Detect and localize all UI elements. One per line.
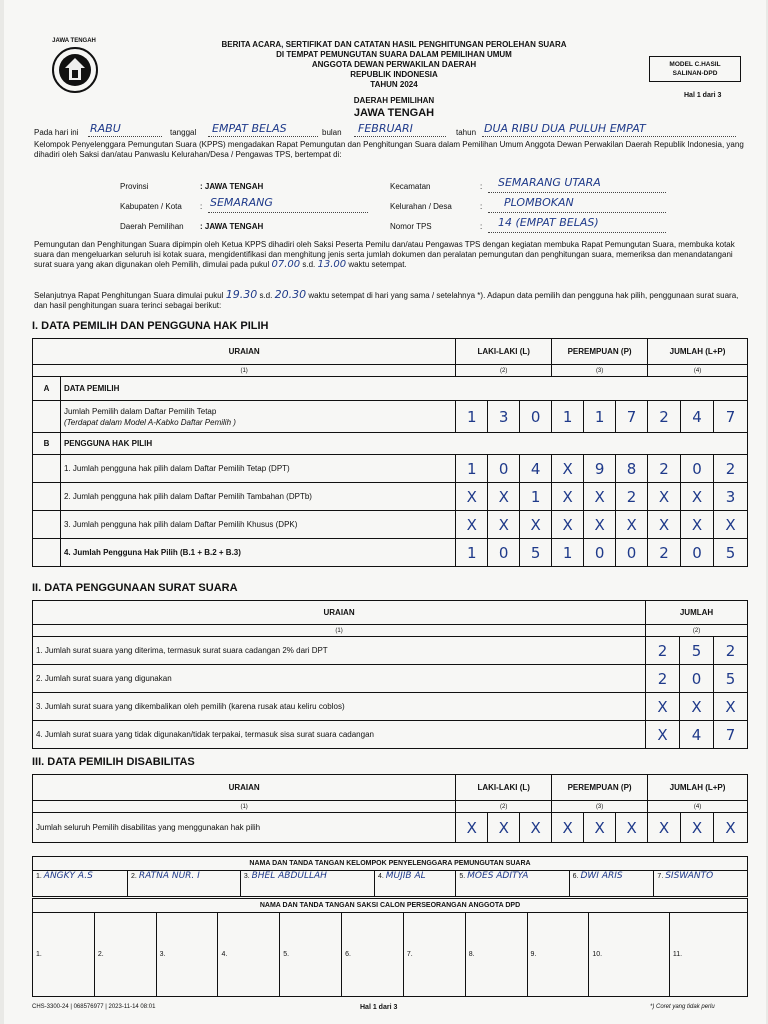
digit-cell[interactable]: 0	[488, 455, 520, 483]
field-kelurahan[interactable]: PLOMBOKAN	[504, 196, 574, 209]
digit-cell[interactable]: 1	[456, 401, 488, 433]
kpps-title: NAMA DAN TANDA TANGAN KELOMPOK PENYELENGGARA PEMUNGUTAN SUARA	[33, 857, 748, 871]
col-jumlah: JUMLAH (L+P)	[648, 339, 748, 365]
digit-cell[interactable]: 3	[713, 483, 747, 511]
daerah-pemilihan-title: DAERAH PEMILIHAN	[353, 96, 435, 105]
digit-cell[interactable]: X	[713, 511, 747, 539]
model-box	[649, 56, 741, 82]
saksi-signature[interactable]: 8.	[465, 913, 527, 997]
subsection-a-title: DATA PEMILIH	[60, 377, 747, 401]
field-count-end[interactable]: 20.30	[274, 288, 307, 301]
table-row: 2. Jumlah pengguna hak pilih dalam Daftar Pemilih Tambahan (DPTb) X X 1 X X 2 X X 3	[33, 483, 748, 511]
col-uraian: URAIAN	[33, 339, 456, 365]
digit-cell[interactable]: 0	[680, 665, 714, 693]
col-uraian: URAIAN	[33, 775, 456, 801]
digit-cell[interactable]: 4	[681, 401, 714, 433]
saksi-signature[interactable]: 3.	[156, 913, 218, 997]
field-hari[interactable]: RABU	[90, 122, 121, 135]
digit-cell[interactable]: X	[552, 483, 584, 511]
table-row: 3. Jumlah pengguna hak pilih dalam Daftar Pemilih Khusus (DPK) X X X X X X X X X	[33, 511, 748, 539]
header-line: TAHUN 2024	[370, 80, 418, 89]
digit-cell[interactable]: X	[680, 693, 714, 721]
col-uraian: URAIAN	[33, 601, 646, 625]
value-daerah: : JAWA TENGAH	[200, 222, 264, 231]
footer-page: Hal 1 dari 3	[360, 1004, 398, 1011]
section2-title: II. DATA PENGGUNAAN SURAT SUARA	[32, 582, 238, 594]
page-number-top: Hal 1 dari 3	[684, 92, 722, 99]
digit-cell[interactable]: 7	[713, 401, 747, 433]
digit-cell[interactable]: 1	[456, 539, 488, 567]
digit-cell[interactable]: 2	[646, 637, 680, 665]
col-laki: LAKI-LAKI (L)	[456, 339, 552, 365]
digit-cell[interactable]: 2	[648, 455, 681, 483]
section2-table: URAIAN JUMLAH (1) (2) 1. Jumlah surat suara yang diterima, termasuk surat suara cadangan 2% dari DPT 2 5 2 2. Jumlah surat suara yang digunakan 2 0 5 3. Jumlah surat suara yang dikembalikan oleh pemilih (karena rusak atau keliru coblos) X X X 4. Jumlah surat suara yang tidak digunakan/tidak terpakai, termasuk sisa surat suara cadangan X 4 7	[32, 600, 748, 749]
digit-cell[interactable]: X	[584, 813, 616, 843]
digit-cell[interactable]: 2	[648, 401, 681, 433]
digit-cell[interactable]: 0	[488, 539, 520, 567]
digit-cell[interactable]: 1	[584, 401, 616, 433]
digit-cell[interactable]: X	[681, 483, 714, 511]
digit-cell[interactable]: X	[456, 483, 488, 511]
digit-cell[interactable]: X	[646, 693, 680, 721]
daerah-pemilihan-value: JAWA TENGAH	[353, 107, 435, 119]
saksi-signature[interactable]: 6.	[342, 913, 404, 997]
digit-cell[interactable]: X	[488, 511, 520, 539]
digit-cell[interactable]: 2	[713, 455, 747, 483]
digit-cell[interactable]: X	[714, 693, 748, 721]
label-provinsi: Provinsi	[120, 182, 149, 191]
table-row: Jumlah seluruh Pemilih disabilitas yang menggunakan hak pilih X X X X X X X X X	[33, 813, 748, 843]
digit-cell[interactable]: 2	[714, 637, 748, 665]
digit-cell[interactable]: 0	[520, 401, 552, 433]
digit-cell[interactable]: 5	[714, 665, 748, 693]
digit-cell[interactable]: X	[681, 813, 714, 843]
digit-cell[interactable]: X	[616, 511, 648, 539]
digit-cell[interactable]: X	[584, 511, 616, 539]
logo-caption: JAWA TENGAH	[52, 38, 96, 44]
table-row: 3. Jumlah surat suara yang dikembalikan oleh pemilih (karena rusak atau keliru coblos) X X X	[33, 693, 748, 721]
digit-cell[interactable]: X	[552, 455, 584, 483]
table-row: 4. Jumlah Pengguna Hak Pilih (B.1 + B.2 + B.3) 1 0 5 1 0 0 2 0 5	[33, 539, 748, 567]
digit-cell[interactable]: X	[520, 813, 552, 843]
kpps-signature[interactable]: 6. DWI ARIS	[569, 871, 654, 897]
digit-cell[interactable]: X	[616, 813, 648, 843]
header-line: ANGGOTA DEWAN PERWAKILAN DAERAH	[311, 60, 477, 69]
digit-cell[interactable]: X	[648, 483, 681, 511]
field-kabupaten[interactable]: SEMARANG	[210, 196, 273, 209]
form-header	[154, 40, 634, 90]
digit-cell[interactable]: X	[552, 813, 584, 843]
field-tanggal[interactable]: EMPAT BELAS	[212, 122, 287, 135]
digit-cell[interactable]: 8	[616, 455, 648, 483]
saksi-signature[interactable]: 5.	[280, 913, 342, 997]
digit-cell[interactable]: 2	[616, 483, 648, 511]
col-jumlah: JUMLAH	[646, 601, 748, 625]
digit-cell[interactable]: 1	[520, 483, 552, 511]
digit-cell[interactable]: 1	[552, 401, 584, 433]
model-code: MODEL C.HASIL	[669, 61, 721, 68]
digit-cell[interactable]: X	[648, 813, 681, 843]
saksi-signature[interactable]: 9.	[527, 913, 589, 997]
label-tanggal: tanggal	[170, 128, 197, 137]
saksi-signature[interactable]: 1.	[33, 913, 95, 997]
section3-table: URAIAN LAKI-LAKI (L) PEREMPUAN (P) JUMLAH (L+P) (1) (2) (3) (4) Jumlah seluruh Pemilih disabilitas yang menggunakan hak pilih X X X X X X X X X	[32, 774, 748, 843]
header-line: BERITA ACARA, SERTIFIKAT DAN CATATAN HASIL PENGHITUNGAN PEROLEHAN SUARA	[221, 40, 567, 49]
kpps-signature[interactable]: 4. MUJIB AL	[374, 871, 455, 897]
value-provinsi: : JAWA TENGAH	[200, 182, 264, 191]
field-tahun[interactable]: DUA RIBU DUA PULUH EMPAT	[484, 122, 646, 135]
header-line: DI TEMPAT PEMUNGUTAN SUARA DALAM PEMILIHAN UMUM	[276, 50, 512, 59]
digit-cell[interactable]: X	[456, 813, 488, 843]
section3-title: III. DATA PEMILIH DISABILITAS	[32, 756, 195, 768]
col-perempuan: PEREMPUAN (P)	[552, 339, 648, 365]
footer-code: CHS-3300-24 | 068576977 | 2023-11-14 08:01	[32, 1004, 156, 1010]
digit-cell[interactable]: X	[456, 511, 488, 539]
digit-cell[interactable]: 1	[552, 539, 584, 567]
digit-cell[interactable]: 7	[616, 401, 648, 433]
label-kabupaten: Kabupaten / Kota	[120, 202, 182, 211]
col-laki: LAKI-LAKI (L)	[456, 775, 552, 801]
digit-cell[interactable]: X	[520, 511, 552, 539]
digit-cell[interactable]: 4	[680, 721, 714, 749]
digit-cell[interactable]: 0	[681, 539, 714, 567]
section1-table: URAIAN LAKI-LAKI (L) PEREMPUAN (P) JUMLAH (L+P) (1) (2) (3) (4) A DATA PEMILIH Jumlah Pemilih dalam Daftar Pemilih Tetap (Terdapat dalam Model A-Kabko Daftar Pemilih ) 1 3 0 1 1 7 2 4 7 B PENGGUNA HAK PILIH 1. Jumlah pengguna hak pilih dalam Daftar Pemilih Tetap (DPT) 1 0 4 X 9 8 2 0 2 2. Jumlah pengguna hak pilih dalam Daftar Pemilih Tambahan (DPTb) X X 1 X X 2 X X 3 3. Jumlah pengguna hak pilih dalam Daftar Pemilih Khusus (DPK) X X X X X X X X X 4. Jumlah Pengguna Hak Pilih (B.1 + B.2 + B.3) 1 0 5 1 0 0 2 0 5	[32, 338, 748, 567]
digit-cell[interactable]: X	[488, 813, 520, 843]
digit-cell[interactable]: X	[646, 721, 680, 749]
saksi-signature[interactable]: 2.	[94, 913, 156, 997]
field-end-time[interactable]: 13.00	[317, 259, 347, 270]
field-bulan[interactable]: FEBRUARI	[358, 122, 413, 135]
table-row: 4. Jumlah surat suara yang tidak digunakan/tidak terpakai, termasuk sisa surat suara cadangan X 4 7	[33, 721, 748, 749]
digit-cell[interactable]: X	[552, 511, 584, 539]
table-row: Jumlah Pemilih dalam Daftar Pemilih Tetap (Terdapat dalam Model A-Kabko Daftar Pemilih ) 1 3 0 1 1 7 2 4 7	[33, 401, 748, 433]
saksi-signature-table	[32, 898, 748, 997]
kpps-signature[interactable]: 2. RATNA NUR. I	[128, 871, 241, 897]
header-line: REPUBLIK INDONESIA	[350, 70, 438, 79]
digit-cell[interactable]: 0	[616, 539, 648, 567]
saksi-title: NAMA DAN TANDA TANGAN SAKSI CALON PERSEORANGAN ANGGOTA DPD	[33, 899, 748, 913]
digit-cell[interactable]: 5	[680, 637, 714, 665]
saksi-signature[interactable]: 11.	[669, 913, 747, 997]
label-tps: Nomor TPS	[390, 222, 432, 231]
col-perempuan: PEREMPUAN (P)	[552, 775, 648, 801]
digit-cell[interactable]: 3	[488, 401, 520, 433]
subsection-b-title: PENGGUNA HAK PILIH	[60, 433, 747, 455]
saksi-signature[interactable]: 4.	[218, 913, 280, 997]
footer-note: *) Coret yang tidak perlu	[650, 1004, 715, 1010]
label-pada-hari: Pada hari ini	[34, 128, 79, 137]
digit-cell[interactable]: 7	[714, 721, 748, 749]
digit-cell[interactable]: X	[488, 483, 520, 511]
section1-title: I. DATA PEMILIH DAN PENGGUNA HAK PILIH	[32, 320, 269, 332]
field-kecamatan[interactable]: SEMARANG UTARA	[498, 176, 601, 189]
kpps-signature-table	[32, 856, 748, 897]
label-tahun: tahun	[456, 128, 477, 137]
digit-cell[interactable]: X	[681, 511, 714, 539]
body-paragraph-1: Pemungutan dan Penghitungan Suara dipimpin oleh Ketua KPPS dihadiri oleh Saksi Peserta Pemilu dan/atau Pengawas TPS dengan kegiatan membuka Rapat Pemungutan Suara, membuka kotak suara dan mengeluarkan seluruh isi kotak suara, mengidentifikasi dan menghitung jenis serta jumlah dokumen dan peralatan pemungutan dan penghitungan suara, memeriksa dan menandatangani surat suara yang akan digunakan oleh Pemilih, dimulai pada pukul 07.00 s.d. 13.00 waktu setempat.	[34, 240, 735, 270]
kpu-logo-icon	[48, 40, 102, 102]
digit-cell[interactable]: 4	[520, 455, 552, 483]
label-kelurahan: Kelurahan / Desa	[390, 202, 452, 211]
digit-cell[interactable]: 5	[520, 539, 552, 567]
body-paragraph-2: Selanjutnya Rapat Penghitungan Suara dimulai pukul 19.30 s.d. 20.30 waktu setempat di hari yang sama / setelahnya *). Adapun data pemilih dan pengguna hak pilih, penggunaan surat suara, dan hasil penghitungan suara terinci sebagai berikut:	[34, 288, 739, 310]
table-row: 1. Jumlah surat suara yang diterima, termasuk surat suara cadangan 2% dari DPT 2 5 2	[33, 637, 748, 665]
label-kecamatan: Kecamatan	[390, 182, 431, 191]
digit-cell[interactable]: 1	[456, 455, 488, 483]
digit-cell[interactable]: X	[584, 483, 616, 511]
kpps-signature[interactable]: 5. MOES ADITYA	[456, 871, 569, 897]
digit-cell[interactable]: 2	[648, 539, 681, 567]
intro-paragraph: Kelompok Penyelenggara Pemungutan Suara (KPPS) mengadakan Rapat Pemungutan dan Penghitungan Suara dalam Pemilihan Umum Anggota Dewan Perwakilan Daerah Republik Indonesia, yang dihadiri oleh Saksi dan/atau Panwaslu Kelurahan/Desa / Pengawas TPS, bertempat di:	[34, 140, 744, 159]
digit-cell[interactable]: 0	[584, 539, 616, 567]
table-row: 2. Jumlah surat suara yang digunakan 2 0 5	[33, 665, 748, 693]
digit-cell[interactable]: 2	[646, 665, 680, 693]
col-jumlah: JUMLAH (L+P)	[648, 775, 748, 801]
digit-cell[interactable]: 9	[584, 455, 616, 483]
saksi-signature[interactable]: 10.	[589, 913, 670, 997]
digit-cell[interactable]: X	[648, 511, 681, 539]
digit-cell[interactable]: 0	[681, 455, 714, 483]
field-count-start[interactable]: 19.30	[225, 288, 258, 301]
label-daerah: Daerah Pemilihan	[120, 222, 184, 231]
table-row: 1. Jumlah pengguna hak pilih dalam Daftar Pemilih Tetap (DPT) 1 0 4 X 9 8 2 0 2	[33, 455, 748, 483]
form-page: JAWA TENGAH BERITA ACARA, SERTIFIKAT DAN CATATAN HASIL PENGHITUNGAN PEROLEHAN SUARA DI TEMPAT PEMUNGUTAN SUARA DALAM PEMILIHAN UMUM ANGGOTA DEWAN PERWAKILAN DAERAH REPUBLIK INDONESIA TAHUN 2024 MODEL C.HASIL SALINAN-DPD Hal 1 dari 3 DAERAH PEMILIHAN JAWA TENGAH Pada hari ini RABU tanggal EMPAT BELAS bulan FEBRUARI tahun DUA RIBU DUA PULUH EMPAT Kelompok Penyelenggara Pemungutan Suara (KPPS) mengadakan Rapat Pemungutan dan Penghitungan Suara dalam Pemilihan Umum Anggota Dewan Perwakilan Daerah Republik Indonesia, yang dihadiri oleh Saksi dan/atau Panwaslu Kelurahan/Desa / Pengawas TPS, bertempat di: Provinsi : JAWA TENGAH Kabupaten / Kota : SEMARANG Daerah Pemilihan : JAWA TENGAH Kecamatan : SEMARANG UTARA Kelurahan / Desa : PLOMBOKAN Nomor TPS : 14 (EMPAT BELAS) Pemungutan dan Penghitungan Suara dipimpin oleh Ketua KPPS dihadiri oleh Saksi Peserta Pemilu dan/atau Pengawas TPS dengan kegiatan membuka Rapat Pemungutan Suara, membuka kotak suara dan mengeluarkan seluruh isi kotak suara, mengidentifikasi dan menghitung jenis serta jumlah dokumen dan peralatan pemungutan dan penghitungan suara, memeriksa dan menandatangani surat suara yang akan digunakan oleh Pemilih, dimulai pada pukul 07.00 s.d. 13.00 waktu setempat. Selanjutnya Rapat Penghitungan Suara dimulai pukul 19.30 s.d. 20.30 waktu setempat di hari yang sama / setelahnya *). Adapun data pemilih dan pengguna hak pilih, penggunaan surat suara, dan hasil penghitungan suara terinci sebagai berikut: I. DATA PEMILIH DAN PENGGUNA HAK PILIH URAIAN LAKI-LAKI (L) PEREMPUAN (P) JUMLAH (L+P) (1) (2) (3) (4) A DATA PEMILIH Jumlah Pemilih dalam Daftar Pemilih Tetap (Terdapat dalam Model A-Kabko Daftar Pemilih ) 1 3 0 1 1 7 2 4 7 B PENGGUNA HAK PILIH 1. Jumlah pengguna hak pilih dalam Daftar Pemilih Tetap (DPT) 1 0 4 X 9 8 2 0 2 2. Jumlah pengguna hak pilih dalam Daftar Pemilih Tambahan (DPTb) X X 1 X X 2 X X 3 3. Jumlah pengguna hak pilih dalam Daftar Pemilih Khusus (DPK) X X X X X X X X X 4. Jumlah Pengguna Hak Pilih (B.1 + B.2 + B.3) 1 0 5 1 0 0 2 0 5 II. DATA PENGGUNAAN SURAT SUARA URAIAN JUMLAH (1) (2) 1. Jumlah surat suara yang diterima, termasuk surat suara cadangan 2% dari DPT 2 5 2 2. Jumlah surat suara yang digunakan 2 0 5 3. Jumlah surat suara yang dikembalikan oleh pemilih (karena rusak atau keliru coblos) X X X 4. Jumlah surat suara yang tidak digunakan/tidak terpakai, termasuk sisa surat suara cadangan X 4 7 III. DATA PEMILIH DISABILITAS URAIAN LAKI-LAKI (L) PEREMPUAN (P) JUMLAH (L+P) (1) (2) (3) (4) Jumlah seluruh Pemilih disabilitas yang menggunakan hak pilih X X X X X X X X X NAMA DAN TANDA TANGAN KELOMPOK PENYELENGGARA PEMUNGUTAN SUARA 1. ANGKY A.S 2. RATNA NUR. I 3. BHEL ABDULLAH 4. MUJIB AL 5. MOES ADITYA 6. DWI ARIS 7. SISWANTO NAMA DAN TANDA TANGAN SAKSI CALON PERSEORANGAN ANGGOTA DPD 1. 2. 3. 4. 5. 6. 7. 8. 9. 10. 11. CHS-3300-24 | 068576977 | 2023-11-14 08:01 Hal 1 dari 3 *) Coret yang tidak perlu	[4, 0, 766, 1024]
kpps-signature[interactable]: 7. SISWANTO	[654, 871, 748, 897]
kpps-signature[interactable]: 1. ANGKY A.S	[33, 871, 128, 897]
kpps-signature[interactable]: 3. BHEL ABDULLAH	[240, 871, 374, 897]
saksi-signature[interactable]: 7.	[403, 913, 465, 997]
label-bulan: bulan	[322, 128, 342, 137]
field-tps[interactable]: 14 (EMPAT BELAS)	[498, 216, 599, 229]
digit-cell[interactable]: 5	[713, 539, 747, 567]
model-copy: SALINAN-DPD	[672, 70, 718, 77]
field-start-time[interactable]: 07.00	[271, 259, 301, 270]
digit-cell[interactable]: X	[713, 813, 747, 843]
